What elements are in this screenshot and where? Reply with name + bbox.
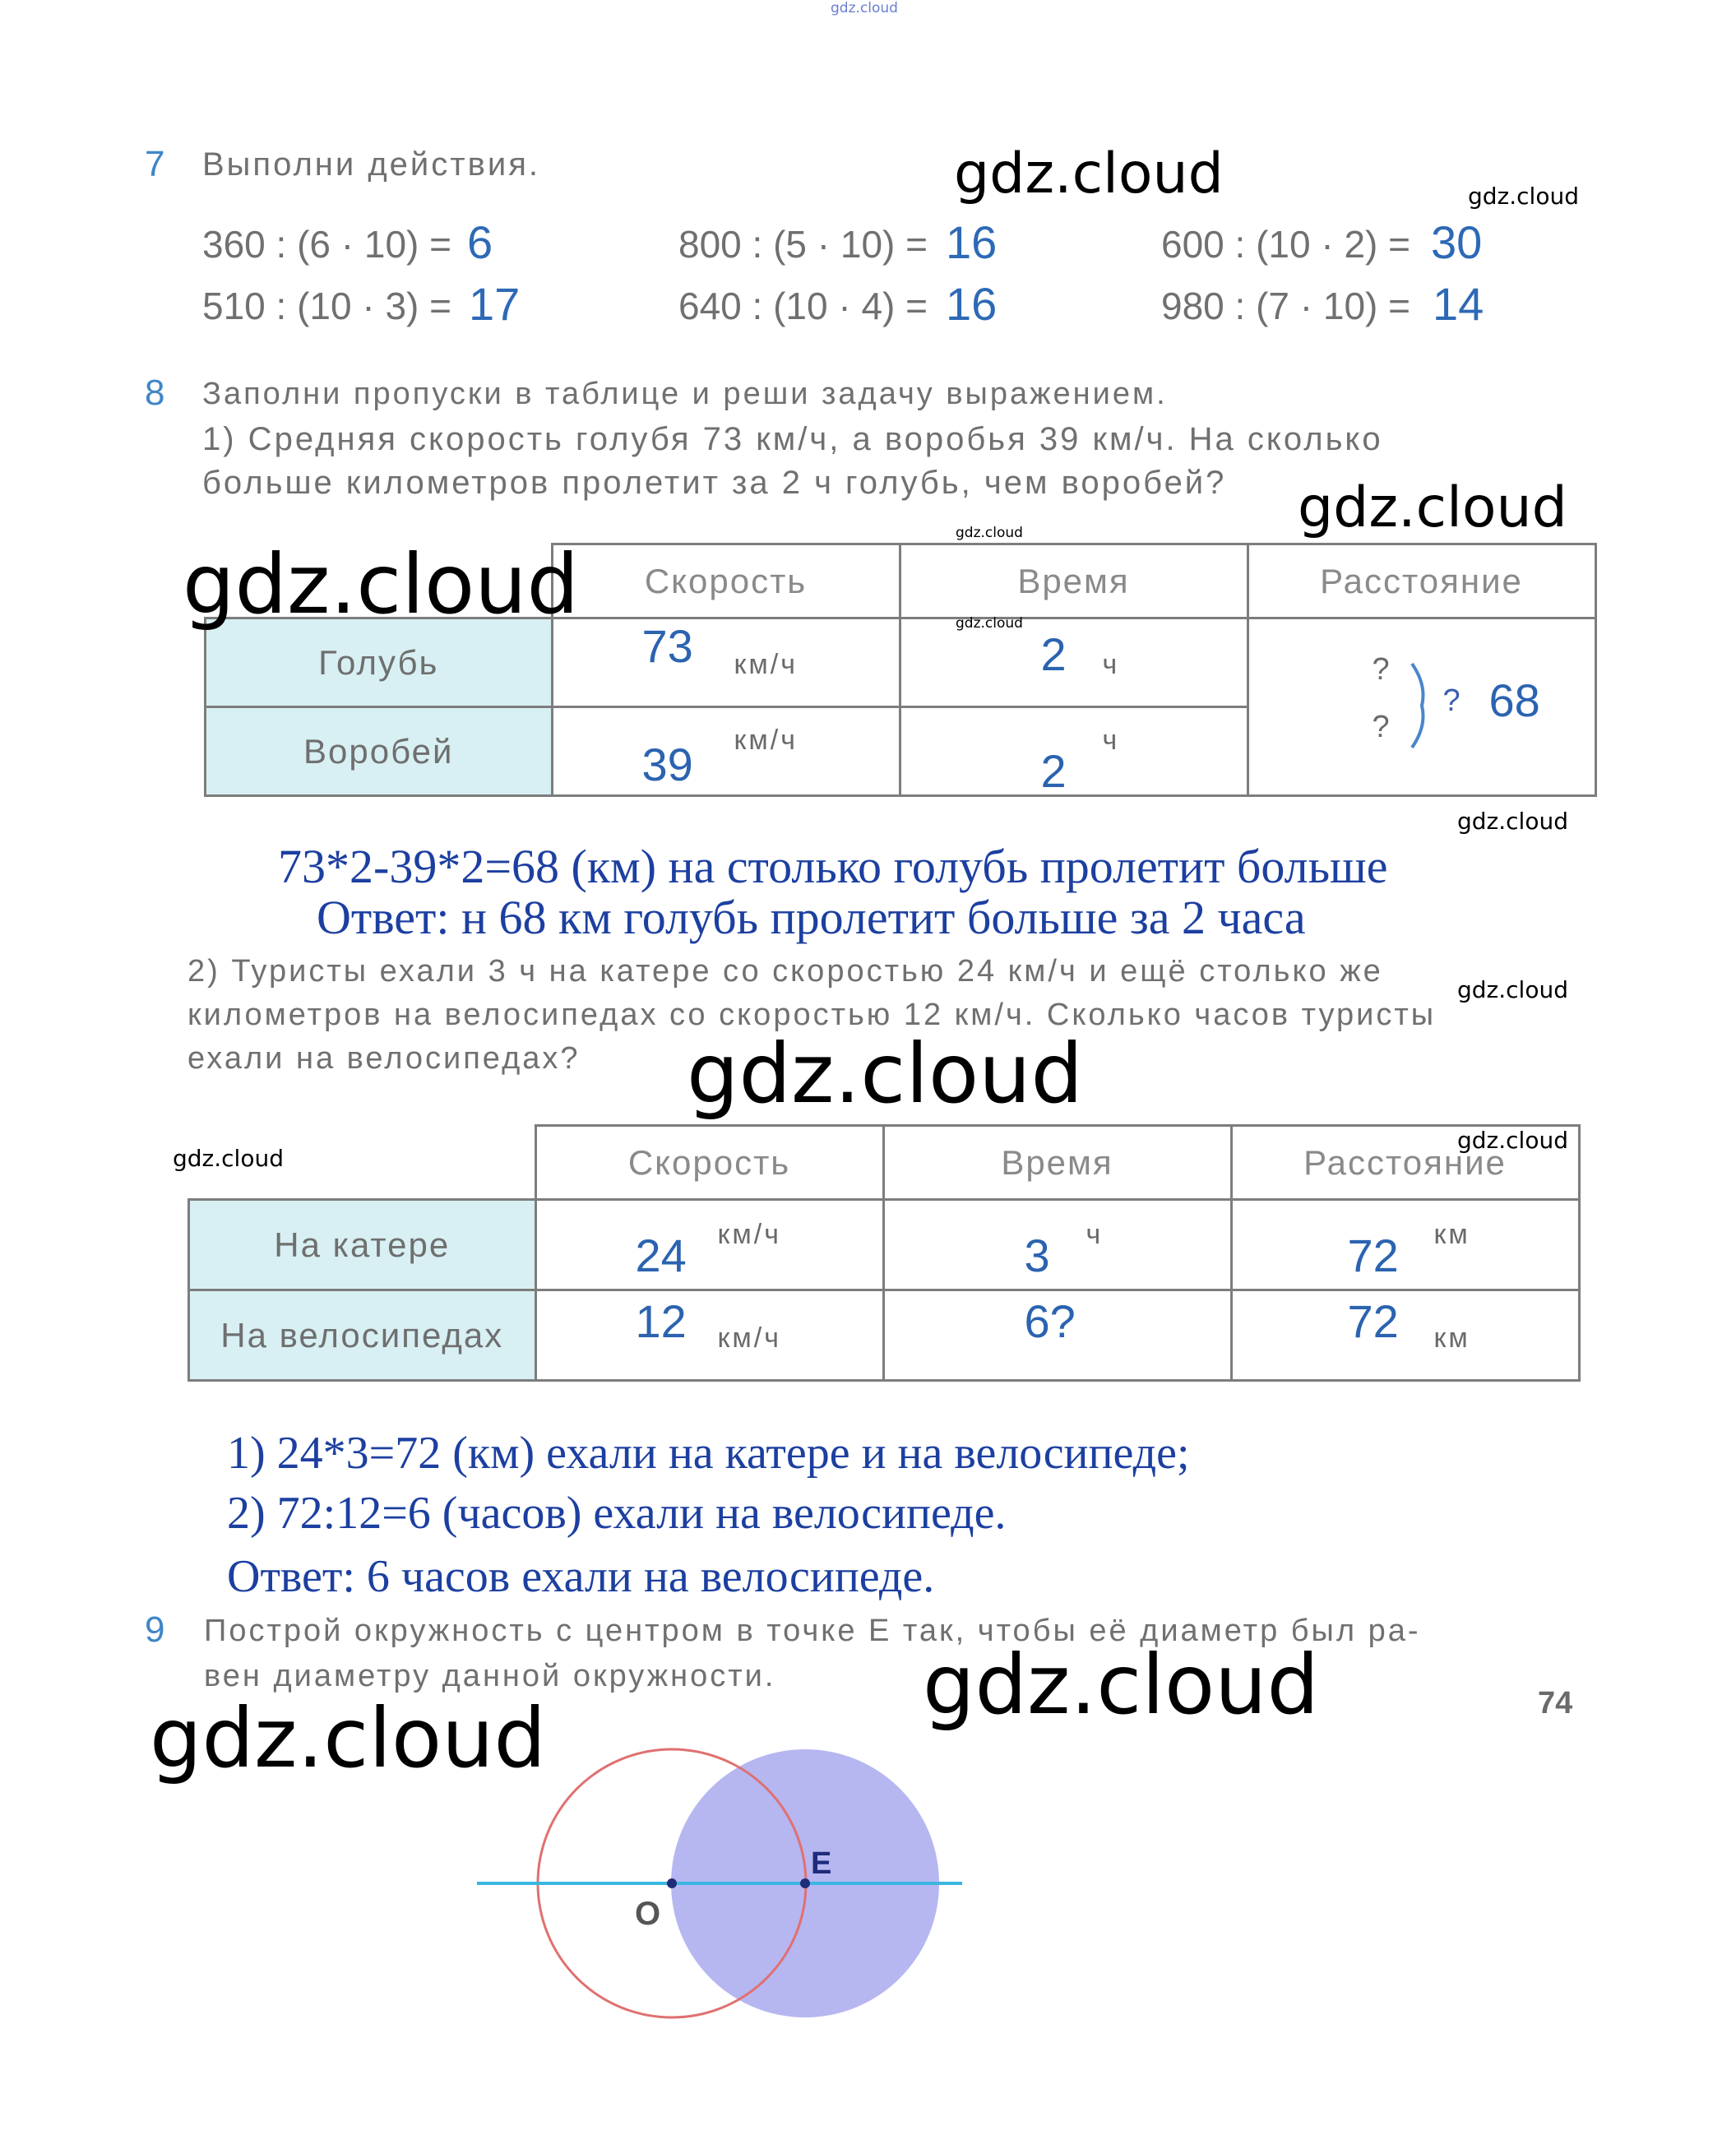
task7-answer: 30: [1431, 216, 1483, 268]
table1-speed-value: 39: [641, 739, 693, 790]
point-o: [667, 1878, 677, 1888]
task8-problem2-line1: 2) Туристы ехали 3 ч на катере со скоростью 24 км/ч и ещё столько же: [187, 954, 1383, 989]
watermark: gdz.cloud: [183, 536, 580, 632]
task7-answer: 6: [467, 216, 493, 268]
table2-cell-distance: [1231, 1200, 1579, 1290]
task7-expr: 640 : (10 · 4) =: [678, 285, 928, 327]
table1-diff-value: 68: [1488, 674, 1540, 726]
task7-number: 7: [145, 144, 165, 184]
table1-speed-unit: км/ч: [734, 725, 798, 756]
task8-solution2-step1: 1) 24*3=72 (км) ехали на катере и на велосипеде;: [227, 1428, 1190, 1479]
watermark: gdz.cloud: [954, 141, 1224, 206]
watermark: gdz.cloud: [173, 1145, 284, 1172]
table1-cell-time: [900, 618, 1248, 707]
table2-cell-distance: [1231, 1290, 1579, 1381]
table1-dist-mark: ?: [1372, 710, 1390, 744]
table2-speed-value: 24: [635, 1230, 687, 1281]
table1-cell-time: [900, 707, 1248, 796]
task8-answer1: Ответ: н 68 км голубь пролетит больше за 2 часа: [317, 891, 1306, 944]
table2-cell-speed: [535, 1200, 883, 1290]
task7-expr: 510 : (10 · 3) =: [202, 285, 451, 327]
watermark: gdz.cloud: [687, 1026, 1084, 1122]
table2-header-distance: Расстояние: [1231, 1126, 1579, 1200]
label-o: O: [635, 1896, 661, 1932]
table1-speed-unit: км/ч: [734, 649, 798, 680]
point-e: [800, 1878, 810, 1888]
task9-figure: [469, 1735, 979, 2048]
watermark: gdz.cloud: [956, 615, 1023, 632]
table2-time-value: 6?: [1024, 1295, 1076, 1347]
table2-cell-time: [883, 1290, 1231, 1381]
task9-number: 9: [145, 1609, 165, 1650]
table1-dist-mark: ?: [1372, 652, 1390, 687]
brace-icon: [1405, 660, 1438, 751]
task7-expr: 800 : (5 · 10) =: [678, 223, 928, 266]
table2-cell-speed: [535, 1290, 883, 1381]
table2-dist-value: 72: [1347, 1230, 1399, 1281]
task9-line1: Построй окружность с центром в точке Е так, чтобы её диаметр был ра-: [204, 1614, 1421, 1648]
table2-dist-unit: км: [1433, 1219, 1470, 1250]
task7-expr: 360 : (6 · 10) =: [202, 223, 451, 266]
watermark-top: gdz.cloud: [831, 0, 898, 16]
task8-problem2-line2: километров на велосипедах со скоростью 12 км/ч. Сколько часов туристы: [187, 998, 1437, 1032]
watermark: gdz.cloud: [956, 525, 1023, 541]
watermark: gdz.cloud: [1298, 475, 1567, 540]
watermark: gdz.cloud: [923, 1637, 1320, 1733]
table1-time-value: 2: [1040, 628, 1067, 680]
task7-answer: 16: [946, 278, 998, 330]
table2-header-speed: Скорость: [535, 1126, 883, 1200]
table1-header-time: Время: [900, 544, 1248, 618]
watermark: gdz.cloud: [1468, 183, 1579, 210]
table1-header-distance: Расстояние: [1248, 544, 1595, 618]
table1-cell-distance: [1248, 618, 1595, 796]
table2-header-time: Время: [883, 1126, 1231, 1200]
table1-time-unit: ч: [1102, 725, 1120, 756]
table2-row-label-boat: На катере: [189, 1200, 536, 1290]
task8-number: 8: [145, 373, 165, 413]
table2-speed-value: 12: [635, 1295, 687, 1347]
task7-expr: 600 : (10 · 2) =: [1161, 223, 1410, 266]
task8-problem2-line3: ехали на велосипедах?: [187, 1041, 581, 1076]
table1-row-label-pigeon: Голубь: [206, 618, 553, 707]
task7-answer: 16: [946, 216, 998, 268]
table2-time-unit: ч: [1086, 1219, 1104, 1250]
table2-speed-unit: км/ч: [717, 1322, 781, 1354]
table2-time-value: 3: [1024, 1230, 1050, 1281]
task7-answer: 17: [469, 278, 521, 330]
table1-row-label-sparrow: Воробей: [206, 707, 553, 796]
task8-solution1: 73*2-39*2=68 (км) на столько голубь пролетит больше: [278, 840, 1388, 893]
task8-problem1-line1: 1) Средняя скорость голубя 73 км/ч, а воробья 39 км/ч. На сколько: [202, 421, 1383, 457]
table1-time-unit: ч: [1102, 649, 1120, 680]
table1-speed-value: 73: [641, 620, 693, 672]
task7-expr: 980 : (7 · 10) =: [1161, 285, 1410, 327]
label-e: E: [811, 1846, 832, 1881]
table2-dist-value: 72: [1347, 1295, 1399, 1347]
task8-title: Заполни пропуски в таблице и реши задачу выражением.: [202, 377, 1168, 411]
task7-title: Выполни действия.: [202, 146, 540, 183]
watermark: gdz.cloud: [1457, 1127, 1568, 1154]
table1-diff-mark: ?: [1442, 683, 1461, 718]
watermark: gdz.cloud: [1457, 976, 1568, 1003]
watermark: gdz.cloud: [150, 1690, 547, 1786]
table2-cell-time: [883, 1200, 1231, 1290]
task8-answer2: Ответ: 6 часов ехали на велосипеде.: [227, 1551, 935, 1602]
task8-table2: [187, 1124, 1581, 1382]
watermark: gdz.cloud: [1457, 808, 1568, 835]
task8-solution2-step2: 2) 72:12=6 (часов) ехали на велосипеде.: [227, 1488, 1007, 1539]
task7-answer: 14: [1433, 278, 1484, 330]
table2-row-label-bikes: На велосипедах: [189, 1290, 536, 1381]
table1-header-speed: Скорость: [552, 544, 900, 618]
table1-time-value: 2: [1040, 745, 1067, 797]
table2-speed-unit: км/ч: [717, 1219, 781, 1250]
task8-problem1-line2: больше километров пролетит за 2 ч голубь, чем воробей?: [202, 465, 1227, 501]
table2-dist-unit: км: [1433, 1322, 1470, 1354]
table1-cell-speed: [552, 707, 900, 796]
task9-line2: вен диаметру данной окружности.: [204, 1659, 776, 1693]
table1-cell-speed: [552, 618, 900, 707]
page-number: 74: [1538, 1686, 1573, 1721]
